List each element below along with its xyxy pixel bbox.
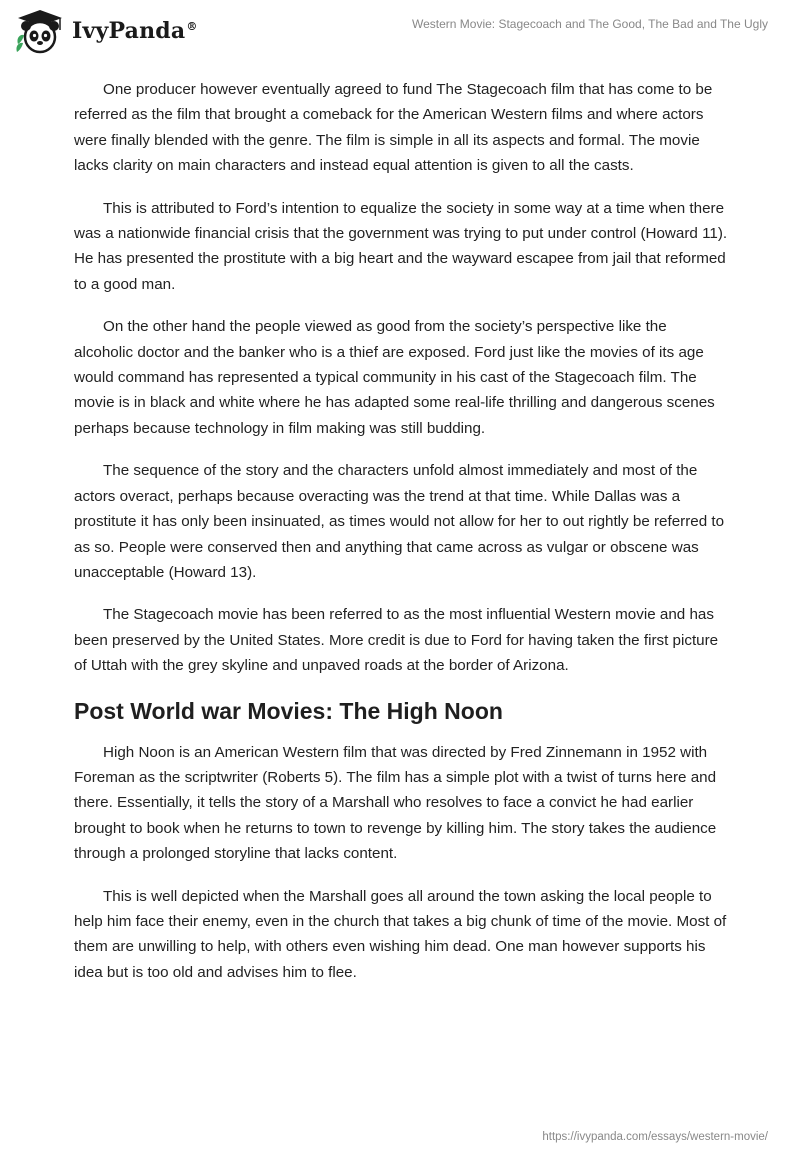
paragraph: This is attributed to Ford’s intention to equalize the society in some way at a time when there was a nationwide financial crisis that the government was trying to put under control (Howard 11). He has presented the prostitute with a big heart and the wayward escapee from jail that reformed to a good man.: [74, 199, 728, 293]
paragraph: One producer however eventually agreed to fund The Stagecoach film that has come to be referred as the film that brought a comeback for the American Western films and where actors were finally blended with the genre. The film is simple in all its aspects and formal. The movie lacks clarity on main characters and instead equal attention is given to all the casts.: [74, 81, 713, 175]
source-url-link[interactable]: https://ivypanda.com/essays/western-movie/: [542, 1131, 768, 1143]
paragraph: The Stagecoach movie has been referred to as the most influential Western movie and has been preserved by the United States. More credit is due to Ford for having taken the first picture of Uttah with the grey skyline and unpaved roads at the border of Arizona.: [74, 606, 719, 675]
essay-content: [74, 77, 728, 1002]
paragraph: The sequence of the story and the characters unfold almost immediately and most of the actors overact, perhaps because overacting was the trend at that time. While Dallas was a prostitute it has only been insinuated, as times would not allow for her to out rightly be referred to as so. People were conserved then and anything that came across as vulgar or obscene was unacceptable (Howard 13).: [74, 462, 725, 581]
panda-graduate-icon: [14, 8, 66, 54]
paragraph: High Noon is an American Western film that was directed by Fred Zinnemann in 1952 with Foreman as the scriptwriter (Roberts 5). The film has a simple plot with a twist of turns here and there. Essentially, it tells the story of a Marshall who resolves to face a convict he had earlier brought to book when he returns to town to revenge by killing him. The story takes the audience through a prolonged storyline that lacks content.: [74, 743, 717, 863]
document-title: Western Movie: Stagecoach and The Good, The Bad and The Ugly: [412, 17, 768, 31]
paragraph: This is well depicted when the Marshall goes all around the town asking the local people to help him face their enemy, even in the church that takes a big chunk of time of the movie. Most of them are unwilling to help, with others even wishing him dead. One man however supports his idea but is too old and advises him to flee.: [74, 887, 727, 981]
page-header: [0, 0, 800, 64]
brand-name: IvyPanda®: [72, 18, 198, 44]
ivypanda-logo[interactable]: [14, 8, 198, 54]
paragraph: On the other hand the people viewed as good from the society’s perspective like the alcoholic doctor and the banker who is a thief are exposed. Ford just like the movies of its age would command has represented a typical community in his cast of the Stagecoach film. The movie is in black and white where he has adapted some real-life thrilling and dangerous scenes perhaps because technology in film making was still budding.: [74, 318, 715, 437]
section-heading: Post World war Movies: The High Noon: [74, 697, 503, 724]
